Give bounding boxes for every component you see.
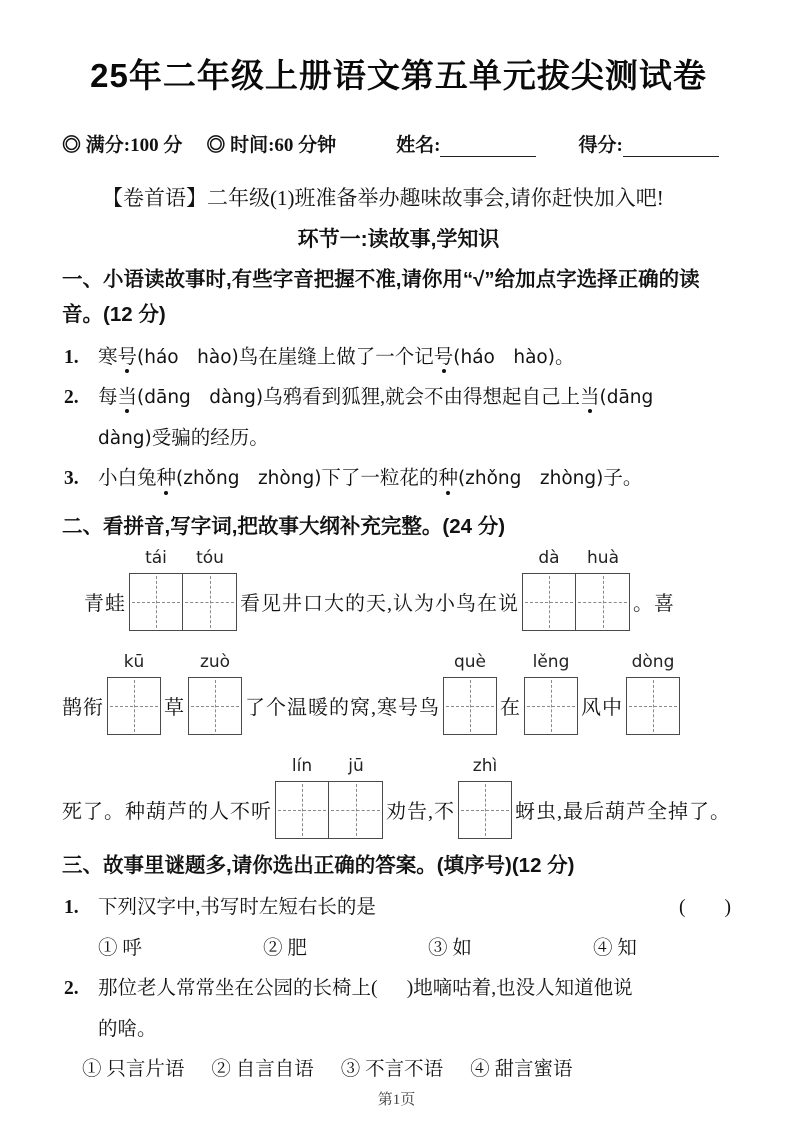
writing-box-group [188,651,242,735]
text-segment: 寒 [98,346,118,368]
box-row [107,677,161,735]
item-text [98,378,735,459]
question-line [98,888,735,929]
tianzige-writing-box[interactable] [524,677,578,735]
text-segment: 的啥。 [98,1018,157,1040]
item-number: 1. [64,346,79,368]
pinyin-label: lín [291,755,313,776]
pinyin-label: jū [348,755,364,776]
section1-item-1 [62,338,735,379]
pinyin-grid-row [62,757,735,839]
pinyin-grid-row [62,653,735,735]
question-1-options [62,929,735,970]
section2-heading: 二、看拼音,写字词,把故事大纲补充完整。(24 分) [62,514,506,538]
score-label: 得分: [578,135,623,156]
pinyin-label-row [188,652,242,672]
pinyin-writing-grid [62,549,735,839]
option-item: ④ 甜言蜜语 [470,1059,573,1081]
text-line [98,338,735,379]
full-score-label: ◎ 满分:100 分 [62,135,183,156]
grid-text: 了个温暖的窝,寒号鸟 [245,697,440,720]
tianzige-writing-box[interactable] [188,677,242,735]
text-segment: 下了一粒花的 [321,468,439,490]
pinyin-label: tóu [196,547,224,568]
pinyin-label-row [524,652,578,672]
item-text [98,459,735,500]
pinyin-label-row [107,652,161,672]
pinyin-label: dòng [631,651,675,672]
text-segment: 鸟在崖缝上做了一个记 [238,346,434,368]
text-line [98,378,735,419]
question-number: 2. [64,978,79,1000]
emphasized-char: 种 [438,467,458,491]
name-blank[interactable] [440,153,536,157]
emphasized-char: 当 [118,386,138,410]
option-item: ① 呼 [98,937,142,959]
pinyin-label: lěng [532,651,570,672]
preface-text: 【卷首语】二年级(1)班准备举办趣味故事会,请你赶快加入吧! [102,186,664,210]
pinyin-choice: (zhǒng zhòng) [457,468,604,490]
question-number: 1. [64,897,79,919]
page-number: 第1页 [377,1092,416,1108]
pinyin-label-row [129,548,237,568]
option-item: ③ 如 [428,937,472,959]
pinyin-choice: (dāng [599,387,654,409]
box-row [522,573,630,631]
option-item: ② 自言自语 [211,1059,314,1081]
section1-item-2 [62,378,735,459]
tianzige-writing-box[interactable] [107,677,161,735]
option-item: ③ 不言不语 [340,1059,444,1081]
pinyin-choice: (háo hào) [453,346,555,368]
text-line [98,969,735,1010]
tianzige-writing-box[interactable] [458,781,512,839]
box-row [188,677,242,735]
time-label: ◎ 时间:60 分钟 [206,135,337,156]
text-line [98,419,735,460]
option-item: ② 肥 [263,937,307,959]
tianzige-writing-box[interactable] [626,677,680,735]
tianzige-writing-box[interactable] [129,573,183,631]
tianzige-writing-box[interactable] [275,781,329,839]
tianzige-writing-box[interactable] [522,573,576,631]
tianzige-writing-box[interactable] [329,781,383,839]
pinyin-choice: (háo hào) [137,346,239,368]
pinyin-choice: dàng) [98,427,152,449]
pinyin-label: tái [145,547,167,568]
pinyin-label: huà [587,547,619,568]
writing-box-group [524,651,578,735]
option-item: ④ 知 [593,937,637,959]
grid-text: 蚜虫,最后葫芦全掉了。 [515,801,731,824]
box-row [443,677,497,735]
question-text [98,888,376,929]
pinyin-choice: (zhǒng zhòng) [176,468,322,490]
grid-text: 劝告,不 [386,801,455,824]
text-line [98,1010,735,1051]
tianzige-writing-box[interactable] [576,573,630,631]
answer-blank[interactable]: ( ) [679,897,731,919]
grid-text: 风中 [581,697,623,720]
writing-box-group [443,651,497,735]
score-blank[interactable] [623,153,719,157]
section3-question-1 [62,888,735,929]
text-segment: 下列汉字中,书写时左短右长的是 [98,897,376,919]
pinyin-grid-row [62,549,735,631]
writing-box-group [458,755,512,839]
tianzige-writing-box[interactable] [443,677,497,735]
box-row [129,573,237,631]
page-content [0,50,793,1091]
grid-text: 青蛙 [84,593,126,616]
pinyin-label: kū [123,651,145,672]
text-segment: 。 [554,346,575,368]
stage-title: 环节一:读故事,学知识 [297,228,500,251]
pinyin-label: zhì [472,755,498,776]
text-segment: 小白兔 [98,468,157,490]
grid-text: 草 [164,697,185,720]
grid-text: 在 [500,697,521,720]
grid-text: 看见井口大的天,认为小鸟在说 [240,593,519,616]
text-segment: 受骗的经历。 [151,427,269,449]
option-item: ① 只言片语 [82,1059,185,1081]
grid-text: 死了。种葫芦的人不听 [62,801,272,824]
writing-box-group [107,651,161,735]
section3-heading: 三、故事里谜题多,请你选出正确的答案。(填序号)(12 分) [62,853,575,877]
grid-text: 鹊衔 [62,697,104,720]
emphasized-char: 号 [434,346,454,370]
section3-question-2 [62,969,735,1050]
writing-box-group [626,651,680,735]
grid-text: 。喜 [633,593,675,616]
name-label: 姓名: [396,135,441,156]
question-text [98,969,735,1050]
writing-box-group [129,547,237,631]
tianzige-writing-box[interactable] [183,573,237,631]
text-segment: 每 [98,387,118,409]
section1-item-3 [62,459,735,500]
text-segment: 乌鸦看到狐狸,就会不由得想起自己上 [263,387,580,409]
text-line [98,459,735,500]
pinyin-label-row [458,756,512,776]
emphasized-char: 种 [157,467,177,491]
item-number: 3. [64,468,79,490]
pinyin-label-row [626,652,680,672]
text-segment: 子。 [603,468,643,490]
question-2-options [62,1050,735,1091]
pinyin-label: què [453,651,487,672]
emphasized-char: 号 [118,346,138,370]
section1-heading: 一、小语读故事时,有些字音把握不准,请你用“√”给加点字选择正确的读音。(12 分) [62,268,700,327]
box-row [458,781,512,839]
pinyin-label: zuò [199,651,231,672]
box-row [626,677,680,735]
pinyin-label: dà [538,547,560,568]
box-row [275,781,383,839]
text-line [98,888,376,929]
box-row [524,677,578,735]
paper-meta-row [62,130,735,157]
page-title: 25年二年级上册语文第五单元拔尖测试卷 [90,57,707,94]
item-number: 2. [64,387,79,409]
pinyin-label-row [522,548,630,568]
pinyin-choice: (dāng dàng) [137,387,264,409]
text-segment: 那位老人常常坐在公园的长椅上( )地嘀咕着,也没人知道他说 [98,978,633,1000]
pinyin-label-row [275,756,383,776]
writing-box-group [275,755,383,839]
emphasized-char: 当 [580,386,600,410]
pinyin-label-row [443,652,497,672]
item-text [98,338,735,379]
writing-box-group [522,547,630,631]
